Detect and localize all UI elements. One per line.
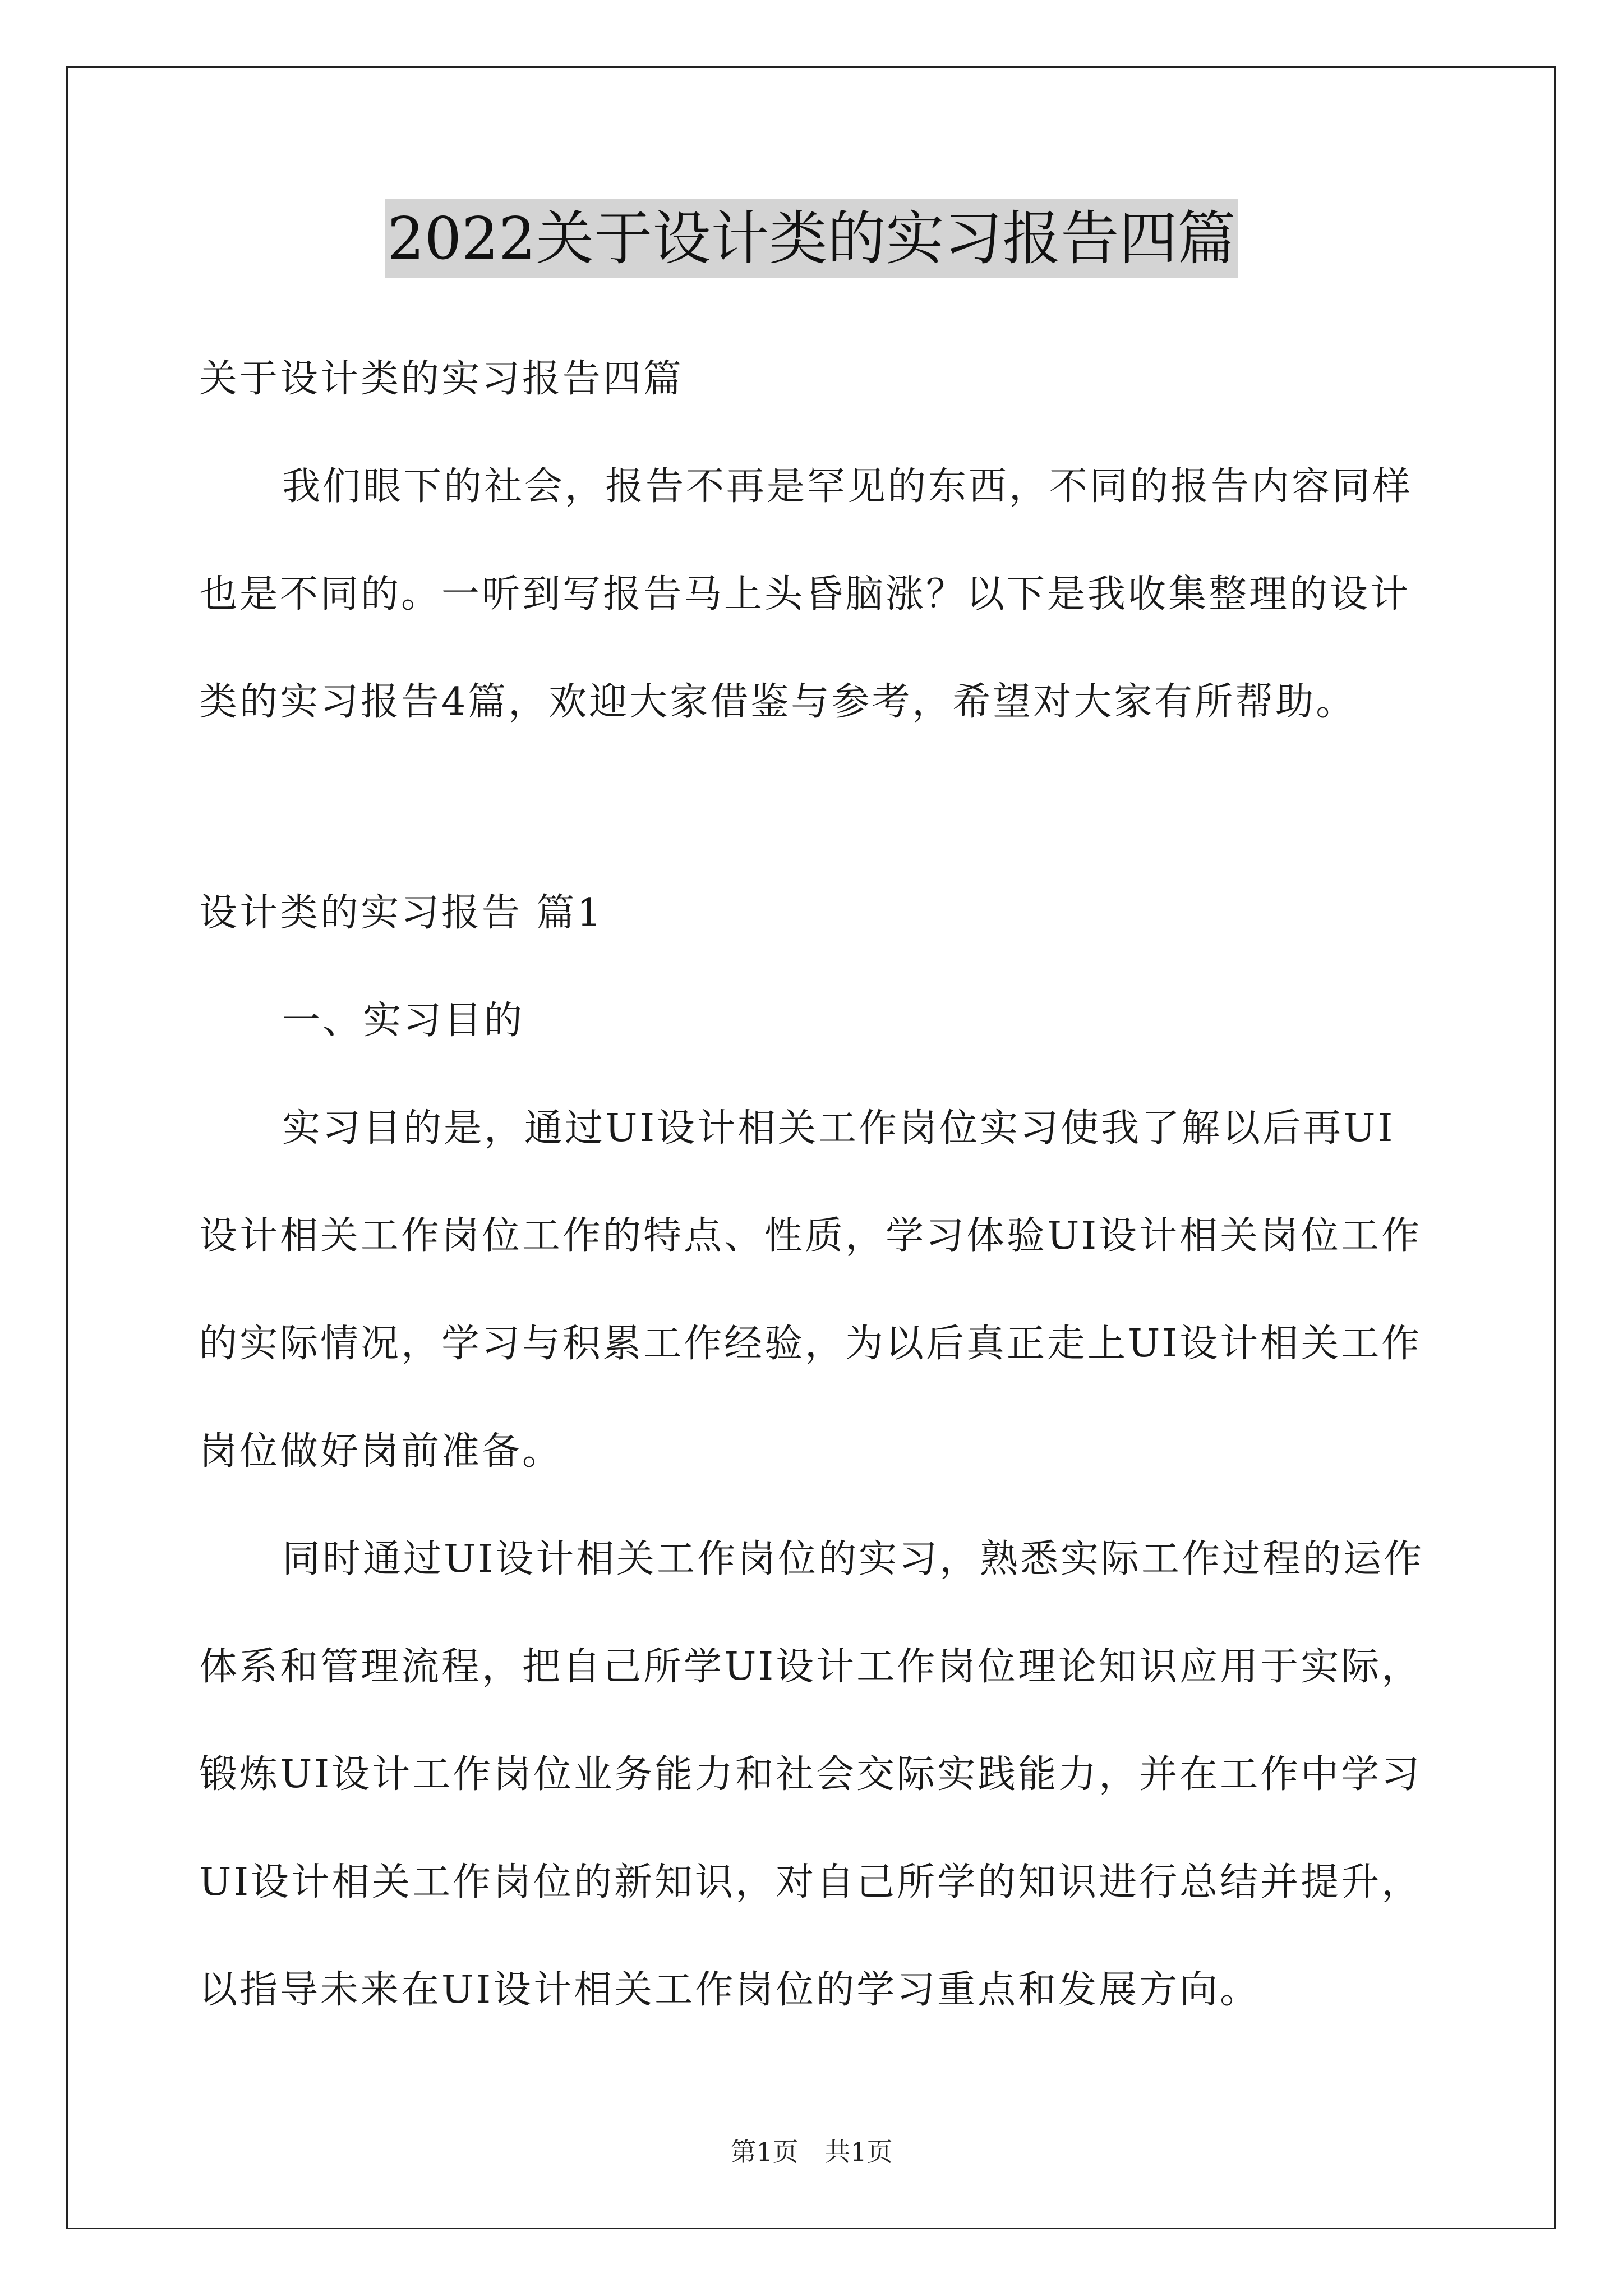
page-footer bbox=[0, 2136, 1623, 2168]
page-number-current: 第1页 bbox=[730, 2137, 799, 2167]
para2-line-3: 锻炼UI设计工作岗位业务能力和社会交际实践能力，并在工作中学习 bbox=[199, 1752, 1422, 1797]
intro-line-2: 也是不同的。一听到写报告马上头昏脑涨？以下是我收集整理的设计 bbox=[199, 572, 1411, 616]
para1-line-1: 实习目的是，通过UI设计相关工作岗位实习使我了解以后再UI bbox=[282, 1106, 1395, 1151]
page-number-total: 共1页 bbox=[824, 2137, 893, 2167]
title-container bbox=[0, 199, 1623, 278]
intro-line-3: 类的实习报告4篇，欢迎大家借鉴与参考，希望对大家有所帮助。 bbox=[199, 680, 1357, 724]
para2-line-1: 同时通过UI设计相关工作岗位的实习，熟悉实际工作过程的运作 bbox=[282, 1537, 1424, 1581]
para1-line-3: 的实际情况，学习与积累工作经验，为以后真正走上UI设计相关工作 bbox=[199, 1322, 1422, 1366]
document-subtitle: 关于设计类的实习报告四篇 bbox=[199, 357, 684, 401]
para2-line-2: 体系和管理流程，把自己所学UI设计工作岗位理论知识应用于实际， bbox=[199, 1645, 1422, 1689]
sub-heading: 一、实习目的 bbox=[282, 999, 525, 1043]
para2-line-4: UI设计相关工作岗位的新知识，对自己所学的知识进行总结并提升， bbox=[199, 1860, 1422, 1904]
document-title: 2022关于设计类的实习报告四篇 bbox=[385, 199, 1238, 278]
para2-line-5: 以指导未来在UI设计相关工作岗位的学习重点和发展方向。 bbox=[199, 1968, 1261, 2012]
section-heading: 设计类的实习报告 篇1 bbox=[199, 891, 603, 935]
para1-line-4: 岗位做好岗前准备。 bbox=[199, 1429, 563, 1474]
para1-line-2: 设计相关工作岗位工作的特点、性质，学习体验UI设计相关岗位工作 bbox=[199, 1214, 1422, 1258]
intro-line-1: 我们眼下的社会，报告不再是罕见的东西，不同的报告内容同样 bbox=[282, 464, 1413, 509]
